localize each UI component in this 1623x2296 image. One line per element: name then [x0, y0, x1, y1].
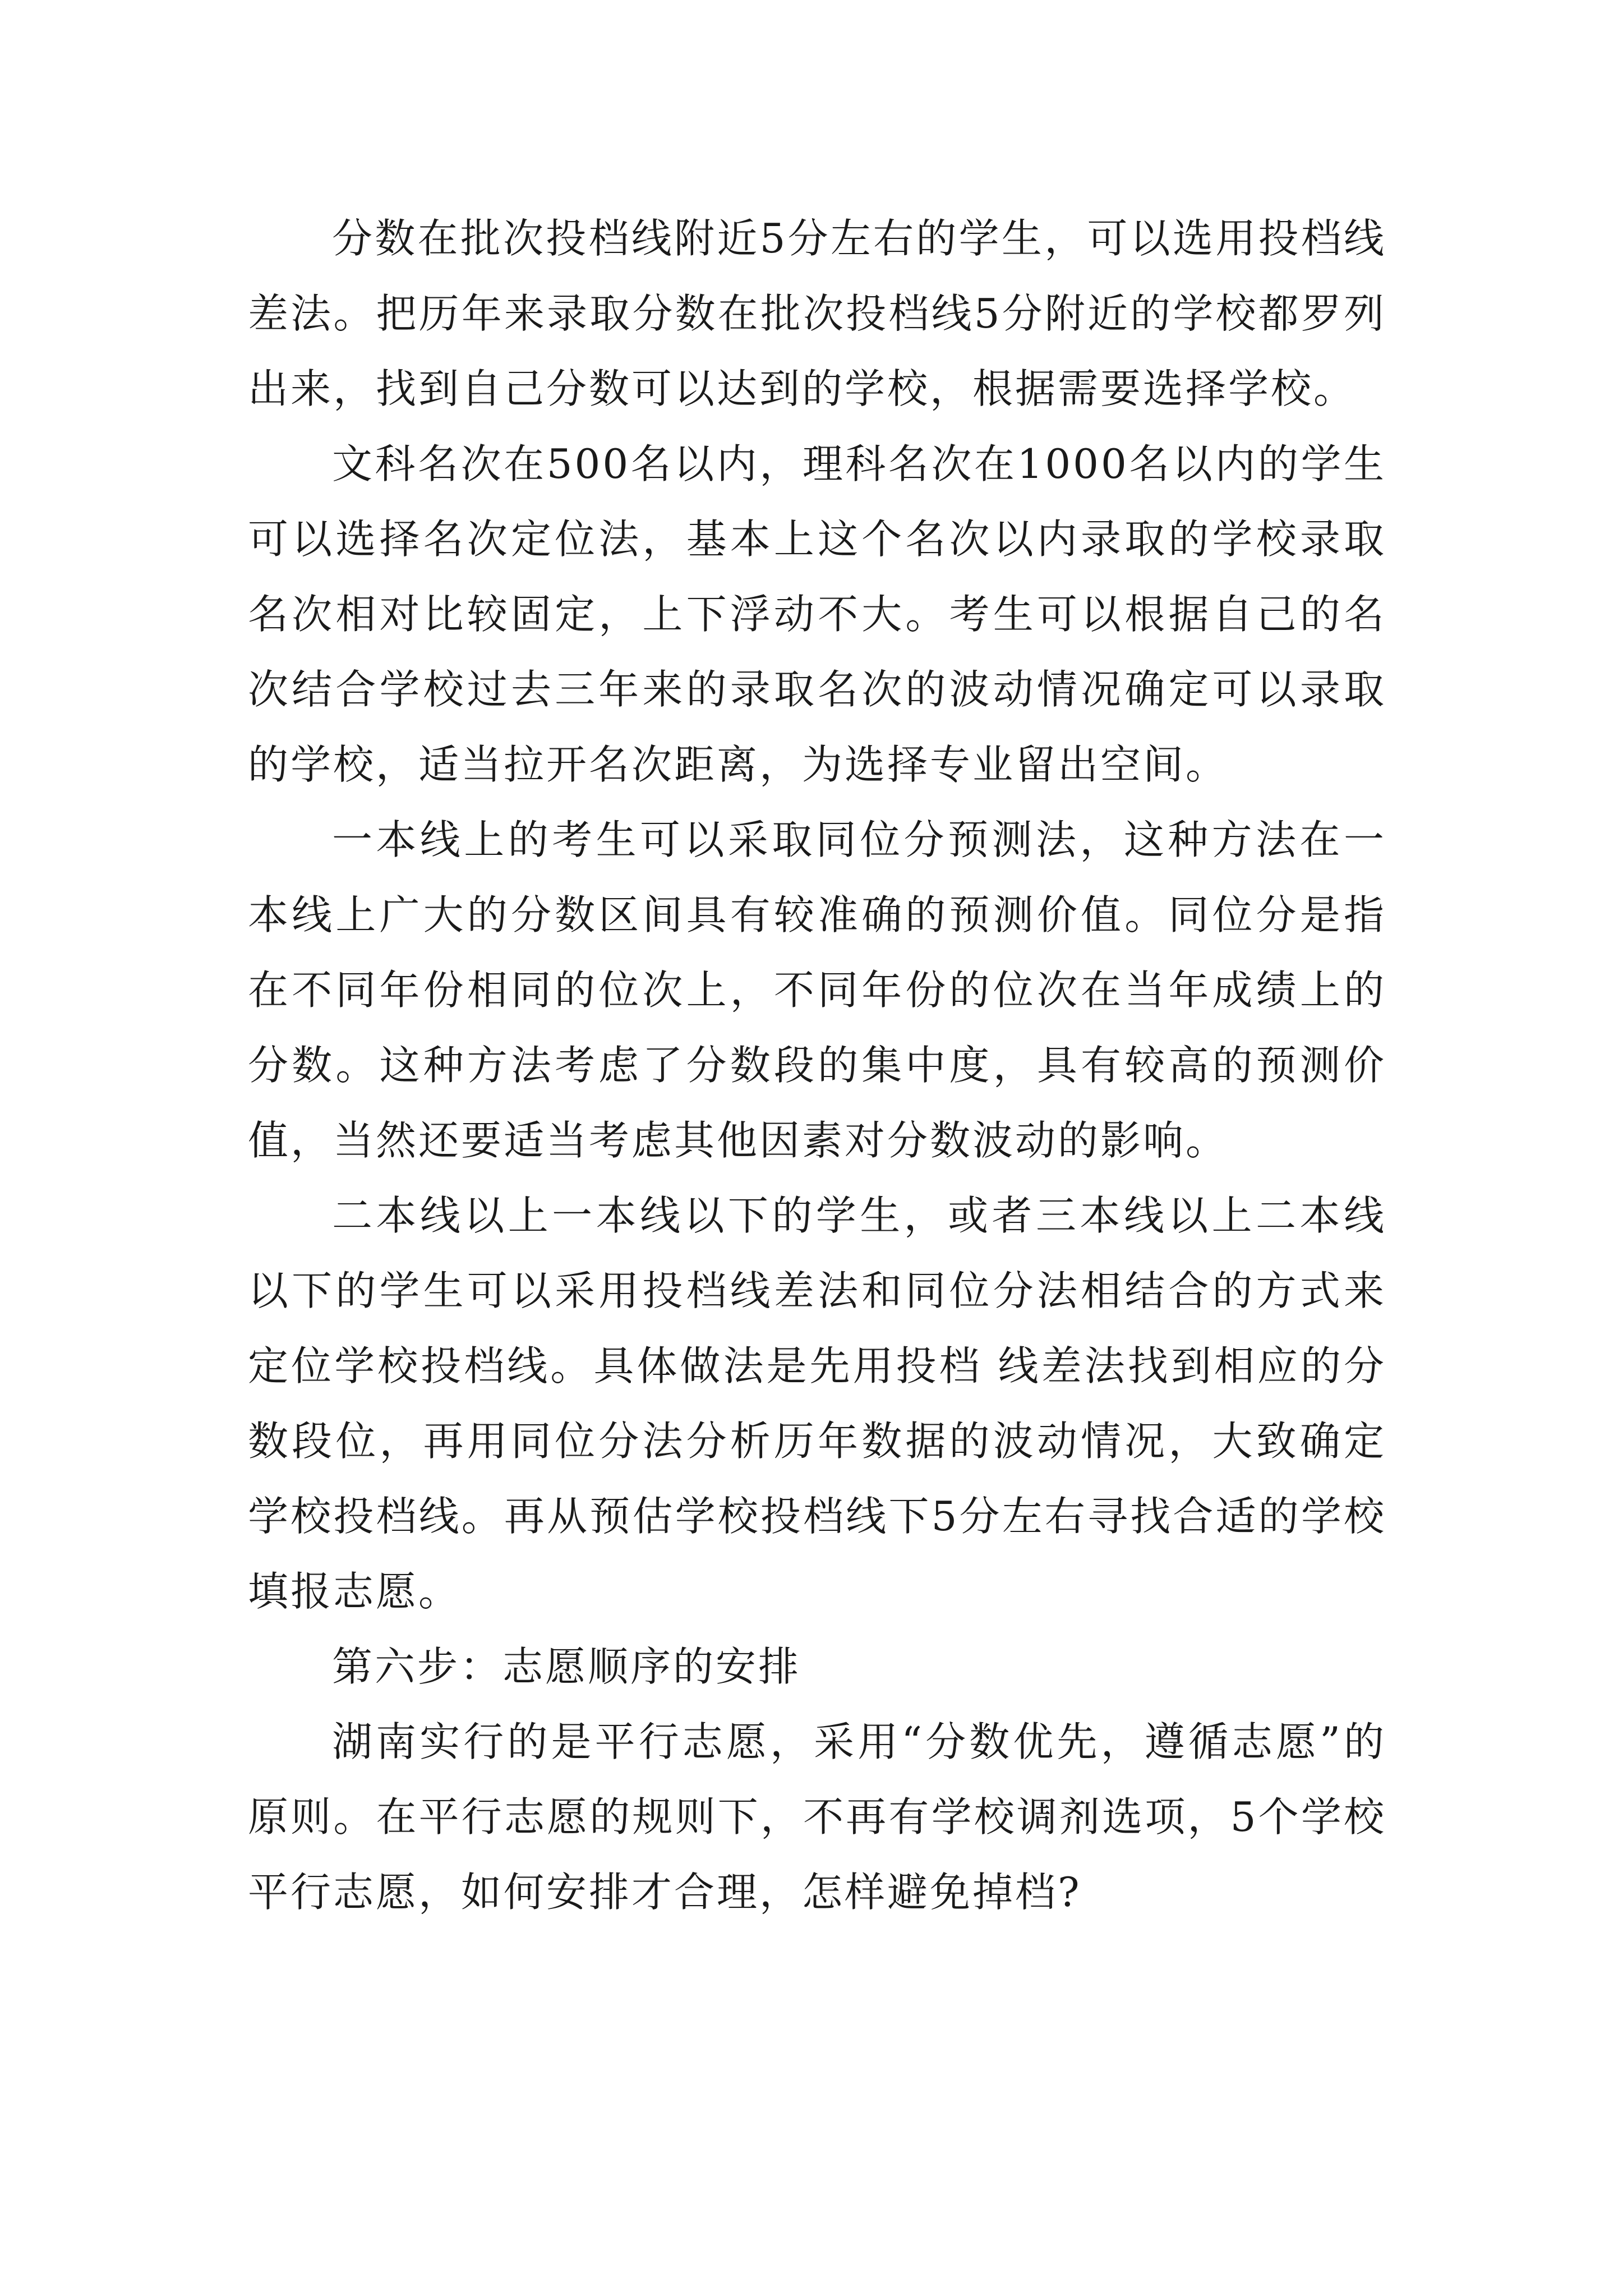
document-body	[248, 201, 1386, 1930]
paragraph-equivalent-score: 一本线上的考生可以采取同位分预测法，这种方法在一本线上广大的分数区间具有较准确的预测价值。同位分是指在不同年份相同的位次上，不同年份的位次在当年成绩上的分数。这种方法考虑了分数段的集中度，具有较高的预测价值，当然还要适当考虑其他因素对分数波动的影响。	[248, 816, 1386, 1164]
paragraph-score-near-line: 分数在批次投档线附近5分左右的学生，可以选用投档线差法。把历年来录取分数在批次投档线5分附近的学校都罗列出来，找到自己分数可以达到的学校，根据需要选择学校。	[248, 215, 1386, 412]
section-heading-step-six: 第六步：志愿顺序的安排	[332, 1643, 801, 1690]
paragraph-combined-method: 二本线以上一本线以下的学生，或者三本线以上二本线以下的学生可以采用投档线差法和同位分法相结合的方式来定位学校投档线。具体做法是先用投档 线差法找到相应的分数段位，再用同位分法分析历年数据的波动情况，大致确定学校投档线。再从预估学校投档线下5分左右寻找合适的学校填报志愿。	[248, 1192, 1386, 1615]
paragraph-rank-positioning: 文科名次在500名以内，理科名次在1000名以内的学生可以选择名次定位法，基本上这个名次以内录取的学校录取名次相对比较固定，上下浮动不大。考生可以根据自己的名次结合学校过去三年来的录取名次的波动情况确定可以录取的学校，适当拉开名次距离，为选择专业留出空间。	[248, 440, 1386, 788]
paragraph-parallel-volunteer: 湖南实行的是平行志愿，采用“分数优先，遵循志愿”的原则。在平行志愿的规则下，不再有学校调剂选项，5个学校平行志愿，如何安排才合理，怎样避免掉档?	[248, 1718, 1386, 1916]
